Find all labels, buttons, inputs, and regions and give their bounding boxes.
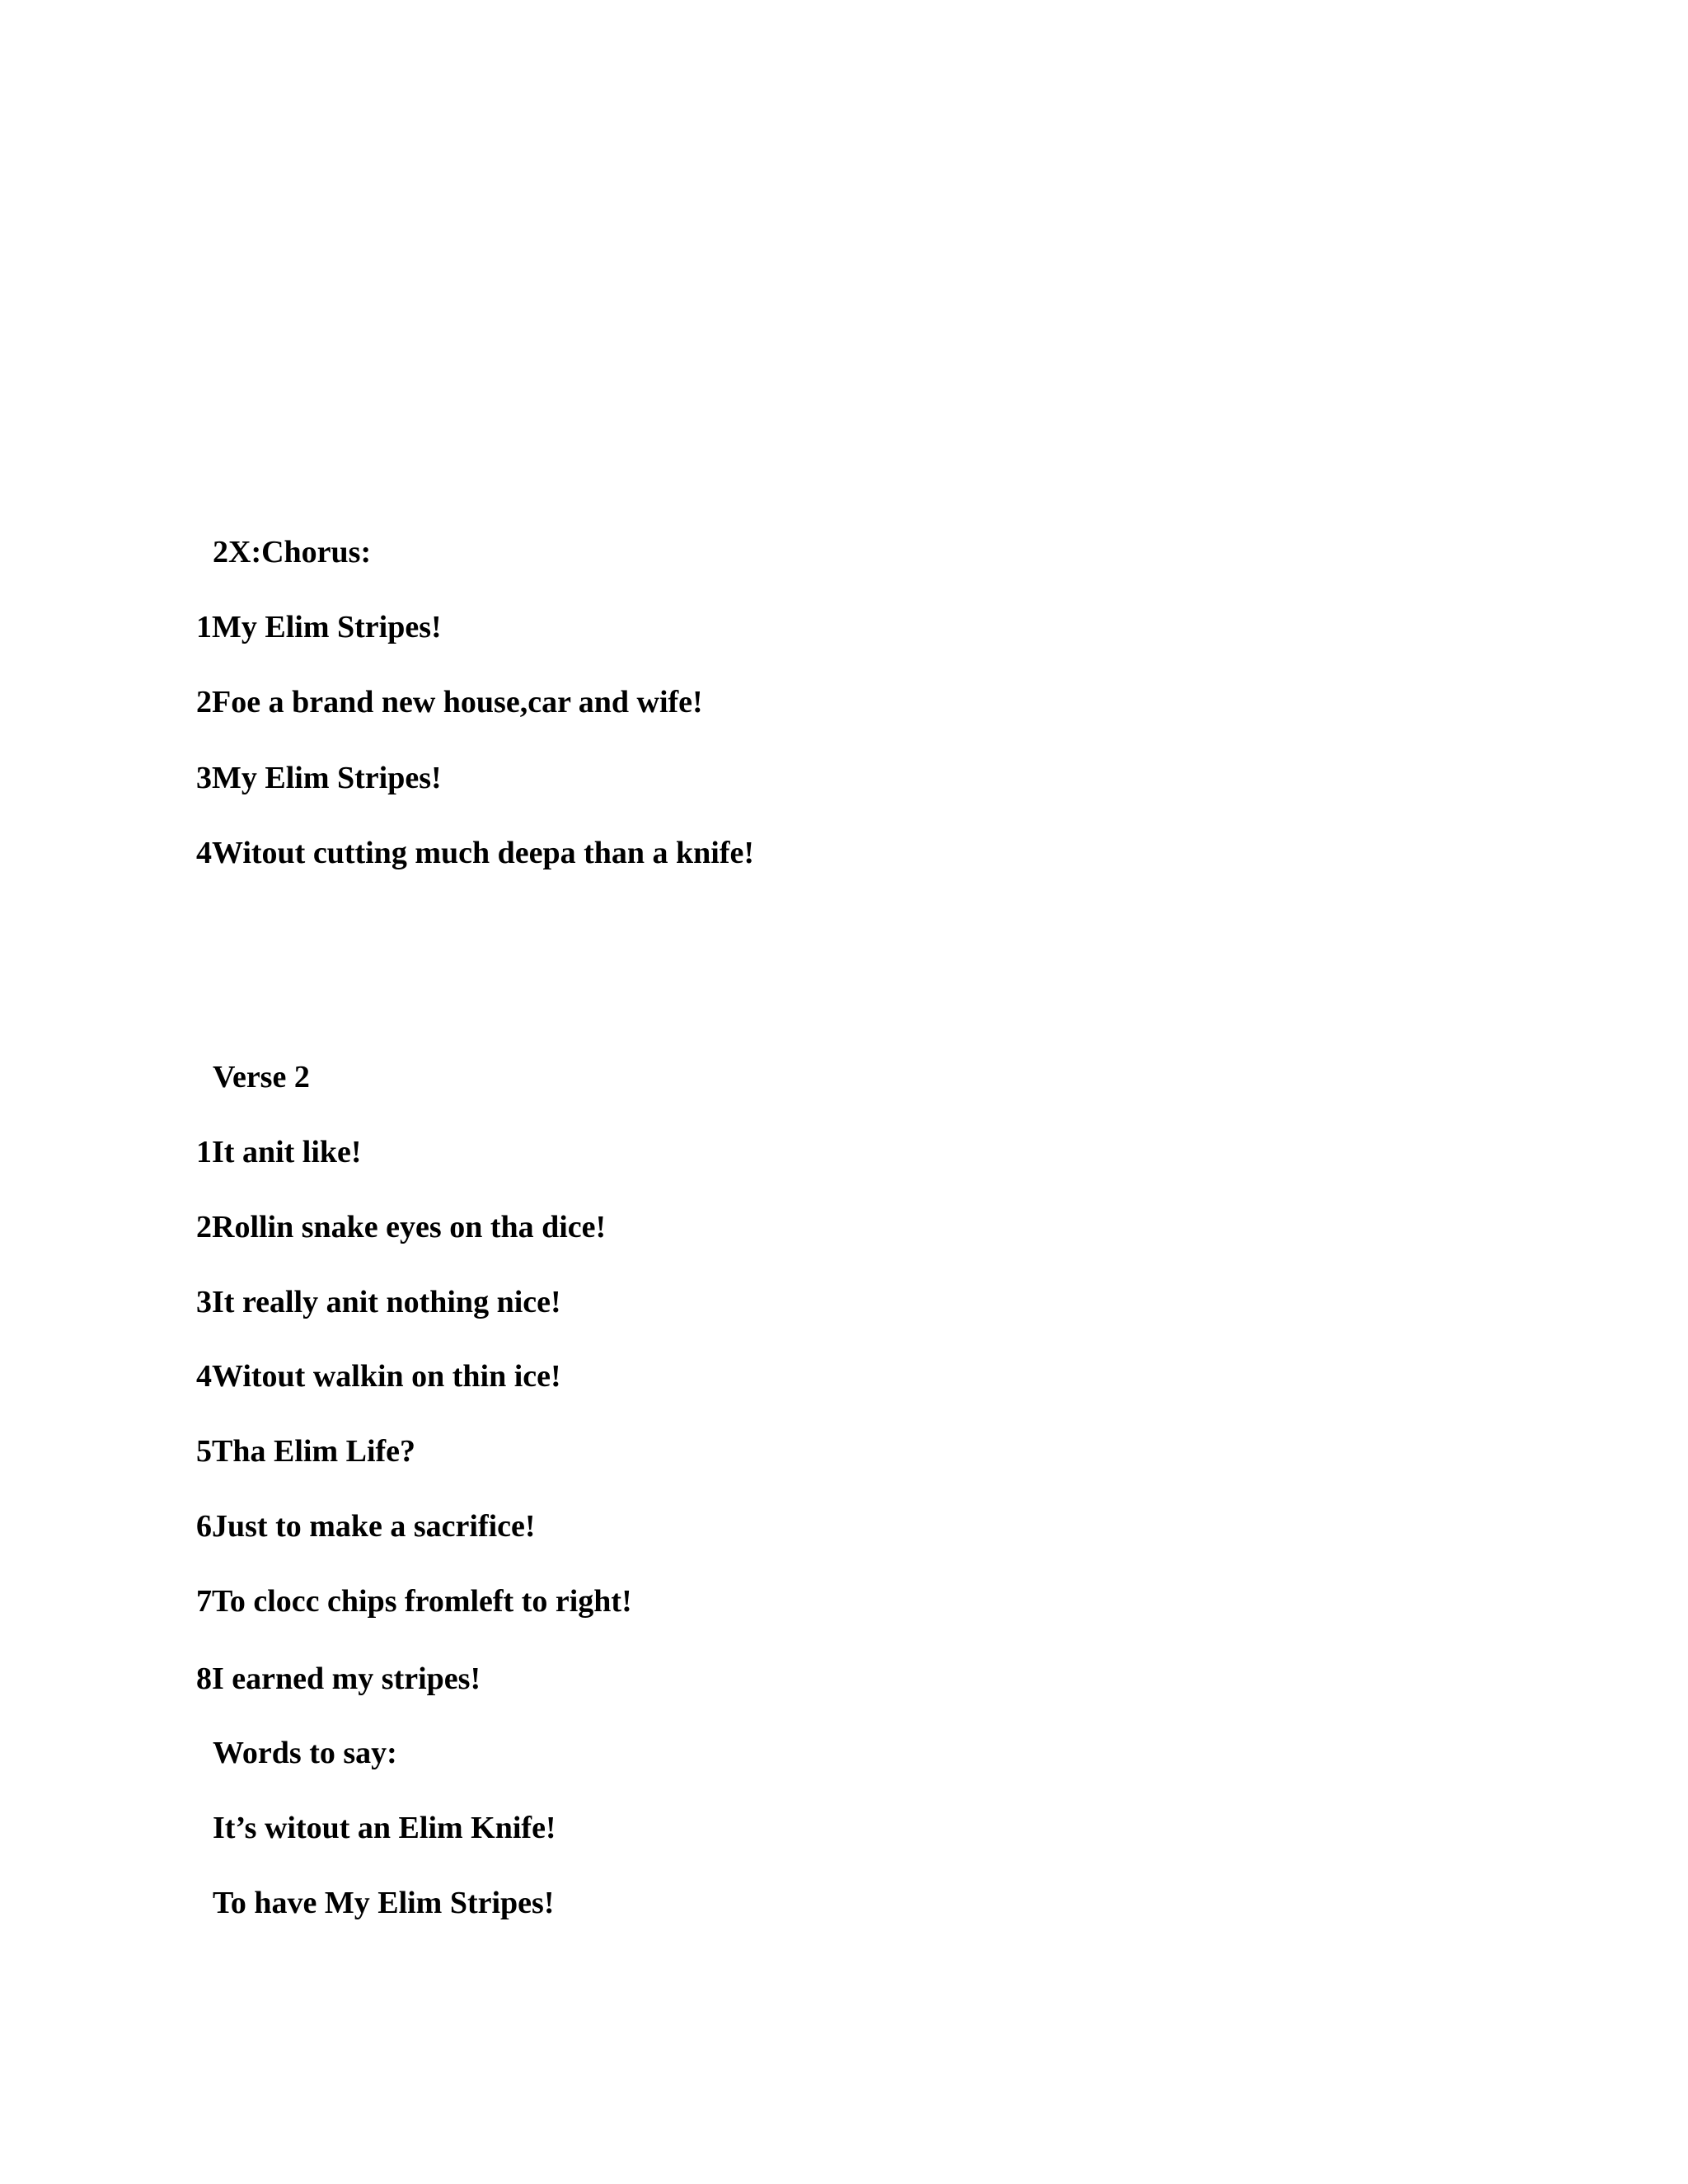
verse-line: 8I earned my stripes! bbox=[196, 1661, 481, 1696]
chorus-line: 4Witout cutting much deepa than a knife! bbox=[196, 836, 755, 870]
words-to-say-heading: Words to say: bbox=[213, 1736, 397, 1770]
verse-line: 2Rollin snake eyes on tha dice! bbox=[196, 1210, 607, 1244]
verse-line: 5Tha Elim Life? bbox=[196, 1434, 416, 1469]
chorus-line: 3My Elim Stripes! bbox=[196, 761, 442, 795]
verse-line: 3It really anit nothing nice! bbox=[196, 1285, 561, 1319]
verse-line: 7To clocc chips fromleft to right! bbox=[196, 1584, 632, 1619]
chorus-line: 2Foe a brand new house,car and wife! bbox=[196, 685, 703, 719]
verse-line: 1It anit like! bbox=[196, 1135, 362, 1169]
verse-heading: Verse 2 bbox=[213, 1060, 310, 1094]
verse-line: 4Witout walkin on thin ice! bbox=[196, 1359, 561, 1394]
chorus-line: 1My Elim Stripes! bbox=[196, 610, 442, 644]
chorus-heading: 2X:Chorus: bbox=[213, 535, 372, 569]
words-to-say-line: To have My Elim Stripes! bbox=[213, 1886, 555, 1920]
words-to-say-line: It’s witout an Elim Knife! bbox=[213, 1811, 556, 1845]
verse-line: 6Just to make a sacrifice! bbox=[196, 1509, 536, 1544]
